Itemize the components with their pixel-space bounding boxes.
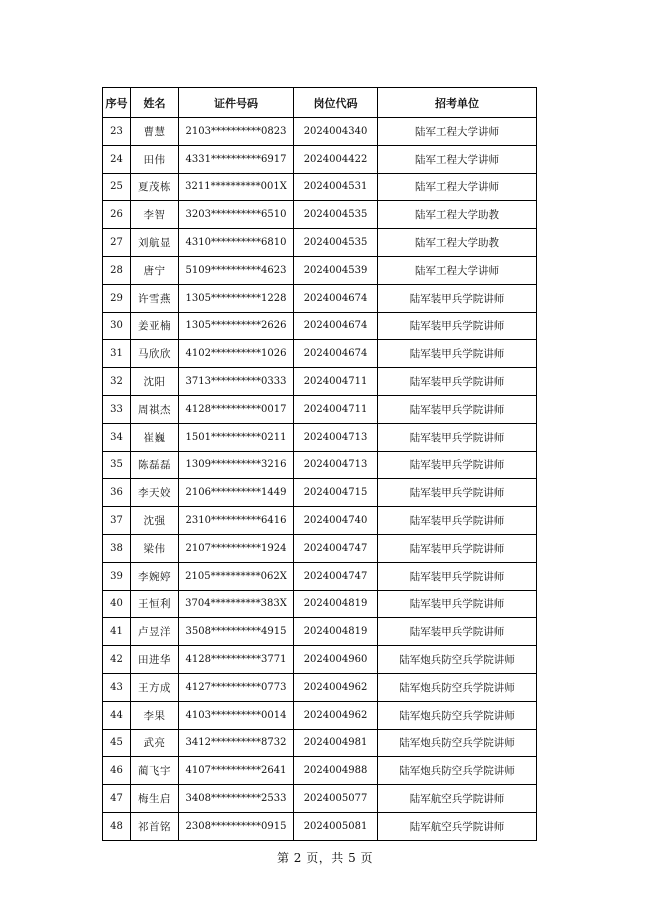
position-code-cell: 2024004674: [294, 312, 378, 340]
id-number-cell: 3713**********0333: [179, 368, 294, 396]
recruiting-unit-cell: 陆军炮兵防空兵学院讲师: [378, 701, 537, 729]
name-cell: 许雪燕: [131, 284, 179, 312]
position-code-cell: 2024004819: [294, 618, 378, 646]
name-cell: 梅生启: [131, 785, 179, 813]
id-number-cell: 3203**********6510: [179, 201, 294, 229]
name-cell: 姜亚楠: [131, 312, 179, 340]
name-cell: 田伟: [131, 145, 179, 173]
recruiting-unit-cell: 陆军装甲兵学院讲师: [378, 562, 537, 590]
table-row: [103, 534, 537, 562]
name-cell: 周祺杰: [131, 395, 179, 423]
serial-number-cell: 33: [103, 395, 131, 423]
position-code-cell: 2024004674: [294, 340, 378, 368]
position-code-cell: 2024004713: [294, 451, 378, 479]
table-row: [103, 507, 537, 535]
name-cell: 崔巍: [131, 423, 179, 451]
table-row: [103, 229, 537, 257]
id-number-cell: 4103**********0014: [179, 701, 294, 729]
id-number-cell: 3211**********001X: [179, 173, 294, 201]
table-row: [103, 173, 537, 201]
table-row: [103, 423, 537, 451]
name-cell: 李天姣: [131, 479, 179, 507]
serial-number-cell: 30: [103, 312, 131, 340]
position-code-cell: 2024004962: [294, 701, 378, 729]
position-code-cell: 2024004747: [294, 562, 378, 590]
name-cell: 曹慧: [131, 118, 179, 146]
position-code-cell: 2024004340: [294, 118, 378, 146]
table-row: [103, 395, 537, 423]
table-row: [103, 618, 537, 646]
id-number-cell: 2107**********1924: [179, 534, 294, 562]
id-number-cell: 1309**********3216: [179, 451, 294, 479]
serial-number-cell: 43: [103, 673, 131, 701]
table-row: [103, 256, 537, 284]
serial-number-cell: 32: [103, 368, 131, 396]
table-row: [103, 785, 537, 813]
name-cell: 田进华: [131, 646, 179, 674]
position-code-cell: 2024004960: [294, 646, 378, 674]
serial-number-cell: 46: [103, 757, 131, 785]
name-cell: 陈磊磊: [131, 451, 179, 479]
serial-number-cell: 40: [103, 590, 131, 618]
recruiting-unit-cell: 陆军装甲兵学院讲师: [378, 312, 537, 340]
page-footer: 第 2 页，共 5 页: [276, 851, 374, 865]
header-id-number: 证件号码: [179, 88, 294, 118]
recruiting-unit-cell: 陆军装甲兵学院讲师: [378, 284, 537, 312]
position-code-cell: 2024004747: [294, 534, 378, 562]
table-row: [103, 562, 537, 590]
name-cell: 蔺飞宇: [131, 757, 179, 785]
position-code-cell: 2024005077: [294, 785, 378, 813]
table-row: [103, 646, 537, 674]
serial-number-cell: 24: [103, 145, 131, 173]
serial-number-cell: 48: [103, 812, 131, 840]
name-cell: 刘航显: [131, 229, 179, 257]
position-code-cell: 2024004531: [294, 173, 378, 201]
table-row: [103, 312, 537, 340]
table-row: [103, 118, 537, 146]
table-row: [103, 145, 537, 173]
name-cell: 沈阳: [131, 368, 179, 396]
serial-number-cell: 45: [103, 729, 131, 757]
name-cell: 马欣欣: [131, 340, 179, 368]
name-cell: 卢昱洋: [131, 618, 179, 646]
recruiting-unit-cell: 陆军工程大学讲师: [378, 118, 537, 146]
position-code-cell: 2024004711: [294, 368, 378, 396]
position-code-cell: 2024004962: [294, 673, 378, 701]
position-code-cell: 2024004674: [294, 284, 378, 312]
serial-number-cell: 36: [103, 479, 131, 507]
recruiting-unit-cell: 陆军炮兵防空兵学院讲师: [378, 729, 537, 757]
header-name: 姓名: [131, 88, 179, 118]
id-number-cell: 2103**********0823: [179, 118, 294, 146]
position-code-cell: 2024004713: [294, 423, 378, 451]
recruiting-unit-cell: 陆军炮兵防空兵学院讲师: [378, 673, 537, 701]
recruiting-unit-cell: 陆军工程大学讲师: [378, 145, 537, 173]
name-cell: 沈强: [131, 507, 179, 535]
recruiting-unit-cell: 陆军装甲兵学院讲师: [378, 340, 537, 368]
table-row: [103, 479, 537, 507]
id-number-cell: 3408**********2533: [179, 785, 294, 813]
serial-number-cell: 39: [103, 562, 131, 590]
id-number-cell: 3508**********4915: [179, 618, 294, 646]
position-code-cell: 2024004981: [294, 729, 378, 757]
recruiting-unit-cell: 陆军工程大学讲师: [378, 173, 537, 201]
position-code-cell: 2024004535: [294, 201, 378, 229]
name-cell: 李果: [131, 701, 179, 729]
table-row: [103, 590, 537, 618]
position-code-cell: 2024004422: [294, 145, 378, 173]
table-row: [103, 729, 537, 757]
header-serial-number: 序号: [103, 88, 131, 118]
recruiting-unit-cell: 陆军装甲兵学院讲师: [378, 618, 537, 646]
table-row: [103, 451, 537, 479]
name-cell: 李婉婷: [131, 562, 179, 590]
recruiting-unit-cell: 陆军航空兵学院讲师: [378, 812, 537, 840]
serial-number-cell: 37: [103, 507, 131, 535]
position-code-cell: 2024004539: [294, 256, 378, 284]
recruiting-unit-cell: 陆军航空兵学院讲师: [378, 785, 537, 813]
recruiting-unit-cell: 陆军装甲兵学院讲师: [378, 395, 537, 423]
recruiting-unit-cell: 陆军装甲兵学院讲师: [378, 479, 537, 507]
id-number-cell: 2105**********062X: [179, 562, 294, 590]
recruiting-unit-cell: 陆军装甲兵学院讲师: [378, 507, 537, 535]
table-row: [103, 340, 537, 368]
recruiting-unit-cell: 陆军装甲兵学院讲师: [378, 534, 537, 562]
id-number-cell: 2310**********6416: [179, 507, 294, 535]
id-number-cell: 4128**********3771: [179, 646, 294, 674]
table-row: [103, 368, 537, 396]
position-code-cell: 2024004740: [294, 507, 378, 535]
serial-number-cell: 41: [103, 618, 131, 646]
recruiting-unit-cell: 陆军工程大学讲师: [378, 256, 537, 284]
header-row: [103, 88, 537, 118]
candidate-table: [102, 87, 537, 841]
serial-number-cell: 27: [103, 229, 131, 257]
serial-number-cell: 34: [103, 423, 131, 451]
recruiting-unit-cell: 陆军装甲兵学院讲师: [378, 368, 537, 396]
recruiting-unit-cell: 陆军工程大学助教: [378, 201, 537, 229]
table-row: [103, 757, 537, 785]
serial-number-cell: 44: [103, 701, 131, 729]
table-row: [103, 201, 537, 229]
serial-number-cell: 28: [103, 256, 131, 284]
id-number-cell: 2106**********1449: [179, 479, 294, 507]
table-row: [103, 701, 537, 729]
serial-number-cell: 42: [103, 646, 131, 674]
id-number-cell: 4102**********1026: [179, 340, 294, 368]
table-row: [103, 812, 537, 840]
position-code-cell: 2024004819: [294, 590, 378, 618]
name-cell: 王恒利: [131, 590, 179, 618]
position-code-cell: 2024004711: [294, 395, 378, 423]
table-body: [103, 118, 537, 841]
serial-number-cell: 26: [103, 201, 131, 229]
serial-number-cell: 35: [103, 451, 131, 479]
serial-number-cell: 25: [103, 173, 131, 201]
recruiting-unit-cell: 陆军工程大学助教: [378, 229, 537, 257]
serial-number-cell: 47: [103, 785, 131, 813]
id-number-cell: 4128**********0017: [179, 395, 294, 423]
serial-number-cell: 29: [103, 284, 131, 312]
serial-number-cell: 31: [103, 340, 131, 368]
id-number-cell: 2308**********0915: [179, 812, 294, 840]
id-number-cell: 3412**********8732: [179, 729, 294, 757]
position-code-cell: 2024004535: [294, 229, 378, 257]
id-number-cell: 5109**********4623: [179, 256, 294, 284]
name-cell: 唐宁: [131, 256, 179, 284]
name-cell: 武亮: [131, 729, 179, 757]
position-code-cell: 2024004715: [294, 479, 378, 507]
id-number-cell: 4127**********0773: [179, 673, 294, 701]
name-cell: 李智: [131, 201, 179, 229]
recruiting-unit-cell: 陆军装甲兵学院讲师: [378, 590, 537, 618]
table-row: [103, 284, 537, 312]
table-row: [103, 673, 537, 701]
header-position-code: 岗位代码: [294, 88, 378, 118]
name-cell: 梁伟: [131, 534, 179, 562]
id-number-cell: 4107**********2641: [179, 757, 294, 785]
serial-number-cell: 23: [103, 118, 131, 146]
id-number-cell: 1305**********1228: [179, 284, 294, 312]
id-number-cell: 4331**********6917: [179, 145, 294, 173]
id-number-cell: 4310**********6810: [179, 229, 294, 257]
position-code-cell: 2024005081: [294, 812, 378, 840]
id-number-cell: 3704**********383X: [179, 590, 294, 618]
recruiting-unit-cell: 陆军装甲兵学院讲师: [378, 423, 537, 451]
recruiting-unit-cell: 陆军炮兵防空兵学院讲师: [378, 757, 537, 785]
name-cell: 夏茂栋: [131, 173, 179, 201]
id-number-cell: 1501**********0211: [179, 423, 294, 451]
name-cell: 祁首铭: [131, 812, 179, 840]
name-cell: 王方成: [131, 673, 179, 701]
id-number-cell: 1305**********2626: [179, 312, 294, 340]
recruiting-unit-cell: 陆军装甲兵学院讲师: [378, 451, 537, 479]
serial-number-cell: 38: [103, 534, 131, 562]
recruiting-unit-cell: 陆军炮兵防空兵学院讲师: [378, 646, 537, 674]
table-header: [103, 88, 537, 118]
position-code-cell: 2024004988: [294, 757, 378, 785]
header-recruiting-unit: 招考单位: [378, 88, 537, 118]
